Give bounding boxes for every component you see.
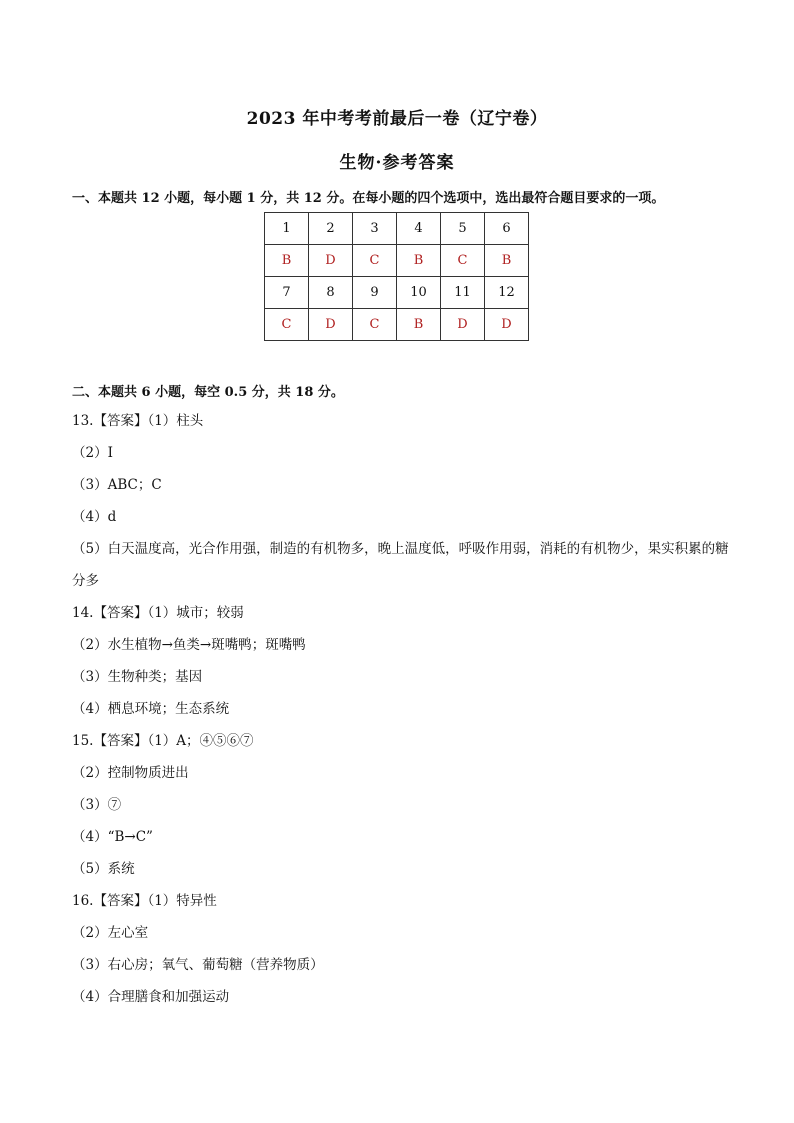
table-cell-answer: D — [309, 245, 353, 277]
answer-line-q15: 15.【答案】（1）A；④⑤⑥⑦ — [72, 733, 254, 749]
table-cell: 1 — [265, 213, 309, 245]
answer-line: （2）水生植物→鱼类→斑嘴鸭；斑嘴鸭 — [72, 637, 306, 653]
table-cell-answer: B — [265, 245, 309, 277]
answer-line: （2）控制物质进出 — [72, 765, 189, 781]
table-cell-answer: C — [441, 245, 485, 277]
table-cell: 4 — [397, 213, 441, 245]
table-cell-answer: D — [485, 309, 529, 341]
table-cell-answer: C — [265, 309, 309, 341]
answer-line-q14: 14.【答案】（1）城市；较弱 — [72, 605, 244, 621]
answer-line: （2）I — [72, 445, 113, 461]
table-cell-answer: B — [485, 245, 529, 277]
answer-line: （4）合理膳食和加强运动 — [72, 989, 230, 1005]
answer-line: （2）左心室 — [72, 925, 149, 941]
page-title: 2023 年中考考前最后一卷（辽宁卷） — [246, 109, 548, 129]
answer-line: （4）“B→C” — [72, 829, 153, 845]
answer-line: （3）右心房；氧气、葡萄糖（营养物质） — [72, 957, 324, 973]
answer-line: （3）生物种类；基因 — [72, 669, 203, 685]
table-cell: 2 — [309, 213, 353, 245]
answer-line: （5）白天温度高，光合作用强，制造的有机物多，晚上温度低，呼吸作用弱，消耗的有机物少，果实积累的糖分多 — [72, 541, 729, 589]
table-cell-answer: C — [353, 245, 397, 277]
table-row-answers — [265, 309, 529, 341]
answer-table — [264, 212, 529, 341]
table-cell: 3 — [353, 213, 397, 245]
table-cell: 12 — [485, 277, 529, 309]
table-cell: 8 — [309, 277, 353, 309]
table-cell-answer: C — [353, 309, 397, 341]
page-subtitle: 生物·参考答案 — [339, 153, 455, 173]
table-row-answers — [265, 245, 529, 277]
answer-line: （3）ABC；C — [72, 477, 162, 493]
answer-line: （3）⑦ — [72, 797, 122, 813]
table-cell-answer: B — [397, 309, 441, 341]
answer-line: （5）系统 — [72, 861, 135, 877]
answer-line: （4）栖息环境；生态系统 — [72, 701, 230, 717]
answer-list — [72, 405, 732, 1013]
section-2-heading: 二、本题共 6 小题，每空 0.5 分，共 18 分。 — [72, 385, 344, 400]
table-row-question-numbers — [265, 277, 529, 309]
table-cell: 9 — [353, 277, 397, 309]
answer-line: （4）d — [72, 509, 117, 525]
answer-line-q13: 13.【答案】（1）柱头 — [72, 413, 204, 429]
table-cell-answer: B — [397, 245, 441, 277]
table-row-question-numbers — [265, 213, 529, 245]
section-1-heading: 一、本题共 12 小题，每小题 1 分，共 12 分。在每小题的四个选项中，选出最符合题目要求的一项。 — [72, 191, 665, 206]
table-cell: 5 — [441, 213, 485, 245]
table-cell-answer: D — [441, 309, 485, 341]
table-cell: 10 — [397, 277, 441, 309]
table-cell: 7 — [265, 277, 309, 309]
answer-line-q16: 16.【答案】（1）特异性 — [72, 893, 217, 909]
table-cell: 11 — [441, 277, 485, 309]
table-cell: 6 — [485, 213, 529, 245]
table-cell-answer: D — [309, 309, 353, 341]
